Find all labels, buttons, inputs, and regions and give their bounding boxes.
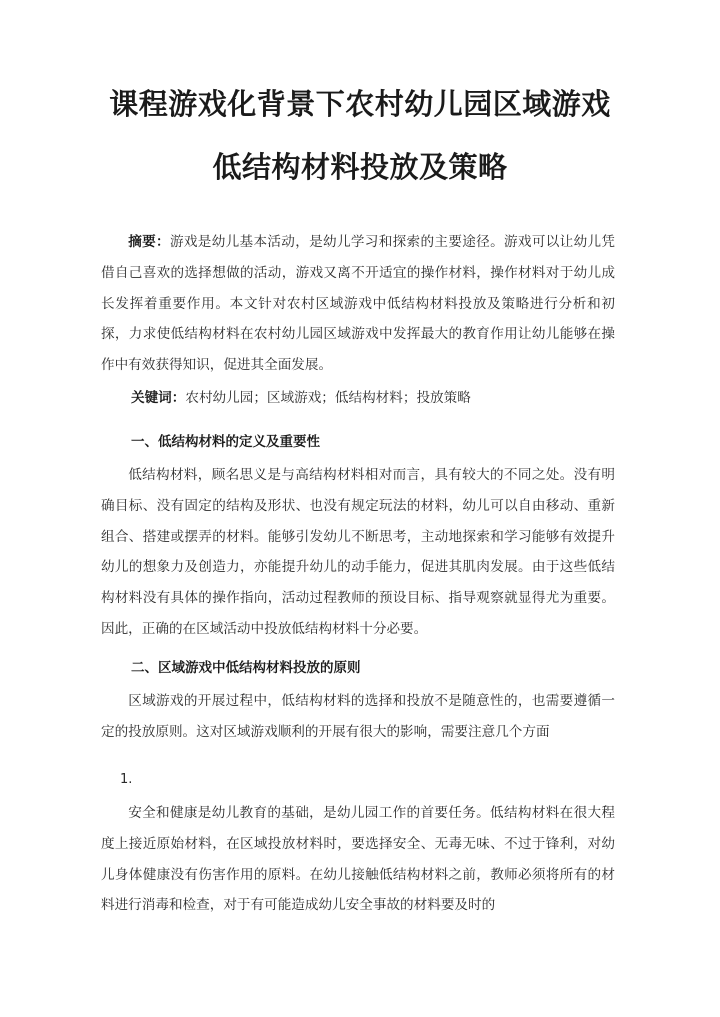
title-line-1: 课程游戏化背景下农村幼儿园区域游戏: [109, 87, 611, 121]
keywords-label: 关键词：: [131, 390, 186, 406]
keywords-text: 农村幼儿园；区域游戏；低结构材料；投放策略: [185, 390, 471, 406]
abstract-label: 摘要：: [128, 234, 170, 250]
title-line-2: 低结构材料投放及策略: [212, 150, 508, 184]
section-1-body: 低结构材料，顾名思义是与高结构材料相对而言，具有较大的不同之处。没有明确目标、没有固定的结构及形状、也没有规定玩法的材料，幼儿可以自由移动、重新组合、搭建或摆弄的材料。能够引发幼儿不断思考，主动地探索和学习能够有效提升幼儿的想象力及创造力，亦能提升幼儿的动手能力，促进其肌肉发展。由于这些低结构材料没有具体的操作指向，活动过程教师的预设目标、指导观察就显得尤为重要。因此，正确的在区域活动中投放低结构材料十分必要。: [101, 467, 615, 637]
keywords-line: [131, 386, 471, 406]
section-2-body: 区域游戏的开展过程中，低结构材料的选择和投放不是随意性的，也需要遵循一定的投放原则。这对区域游戏顺利的开展有很大的影响，需要注意几个方面: [101, 693, 615, 740]
section-2-heading: 二、区域游戏中低结构材料投放的原则: [131, 660, 361, 676]
section-1-heading: 一、低结构材料的定义及重要性: [131, 434, 320, 450]
list-item-body: 安全和健康是幼儿教育的基础，是幼儿园工作的首要任务。低结构材料在很大程度上接近原始材料，在区域投放材料时，要选择安全、无毒无味、不过于锋利，对幼儿身体健康没有伤害作用的原料。在幼儿接触低结构材料之前，教师必须将所有的材料进行消毒和检查，对于有可能造成幼儿安全事故的材料要及时的: [101, 805, 615, 914]
abstract-paragraph: [101, 227, 615, 381]
abstract-text: 游戏是幼儿基本活动，是幼儿学习和探索的主要途径。游戏可以让幼儿凭借自己喜欢的选择想做的活动，游戏又离不开适宜的操作材料，操作材料对于幼儿成长发挥着重要作用。本文针对农村区域游戏中低结构材料投放及策略进行分析和初探，力求使低结构材料在农村幼儿园区域游戏中发挥最大的教育作用让幼儿能够在操作中有效获得知识，促进其全面发展。: [101, 234, 616, 374]
list-item-number: 1.: [120, 772, 133, 787]
